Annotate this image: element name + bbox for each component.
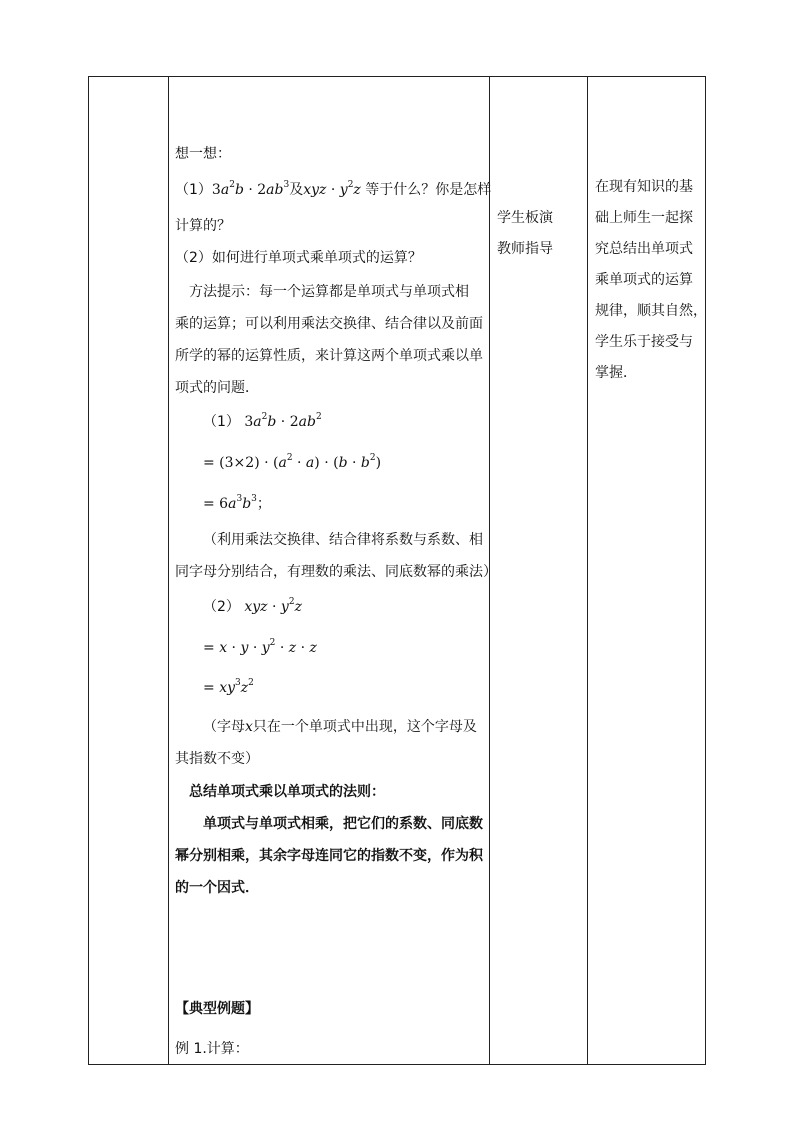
hint-line: 乘的运算；可以利用乘法交换律、结合律以及前面 — [175, 316, 483, 332]
solution-2-result: = $xy^3z^2$ — [203, 678, 254, 696]
rule-line: 的一个因式． — [175, 880, 259, 896]
activity-line: 教师指导 — [497, 241, 553, 257]
note-1-line: （利用乘法交换律、结合律将系数与系数、相 — [203, 532, 483, 548]
activity-column — [497, 77, 585, 1064]
note-2-line: 其指数不变） — [175, 751, 259, 767]
content-column — [175, 77, 497, 1064]
note-1-line: 同字母分别结合，有理数的乘法、同底数幂的乘法） — [175, 564, 497, 580]
example-section-title: 【典型例题】 — [175, 1001, 259, 1017]
intent-column — [595, 77, 707, 1064]
lesson-table — [88, 76, 706, 1065]
solution-2-expression: （2） xyz · $y^2z$ — [203, 597, 302, 615]
intent-line: 掌握． — [595, 365, 637, 381]
think-title: 想一想： — [175, 146, 231, 162]
hint-line: 所学的幂的运算性质，来计算这两个单项式乘以单 — [175, 348, 483, 364]
solution-1-result: = $6a^3b^3$； — [203, 494, 271, 512]
note-2-line: （字母x只在一个单项式中出现，这个字母及 — [203, 719, 477, 735]
intent-line: 学生乐于接受与 — [595, 334, 693, 350]
rule-title: 总结单项式乘以单项式的法则： — [189, 784, 385, 800]
intent-line: 究总结出单项式 — [595, 241, 693, 257]
question-2: （2）如何进行单项式乘单项式的运算？ — [175, 250, 422, 266]
solution-2-step: = $x \cdot y \cdot y^2 \cdot z \cdot z$ — [203, 638, 317, 656]
hint-line: 项式的问题． — [175, 380, 259, 396]
solution-1-step: = $(3\times 2) \cdot (a^2 \cdot a) \cdot (b \cdot b^2)$ — [203, 453, 382, 471]
rule-line: 幂分别相乘，其余字母连同它的指数不变，作为积 — [175, 848, 483, 864]
column-divider — [587, 77, 588, 1064]
rule-line: 单项式与单项式相乘，把它们的系数、同底数 — [203, 816, 483, 832]
intent-line: 乘单项式的运算 — [595, 272, 693, 288]
question-1: $(1)3a^2b \cdot 2ab^3$及xyz · $y^2z$ 等于什么？你是怎样 — [175, 180, 492, 198]
intent-line: 在现有知识的基 — [595, 179, 693, 195]
activity-line: 学生板演 — [497, 210, 553, 226]
intent-line: 础上师生一起探 — [595, 210, 693, 226]
column-divider — [168, 77, 169, 1064]
example-1: 例 1.计算： — [175, 1041, 249, 1057]
stage-column — [89, 77, 168, 1064]
intent-line: 规律，顺其自然， — [595, 303, 707, 319]
question-1-line-2: 计算的？ — [175, 218, 231, 234]
solution-1-expression: （1） $3a^2b \cdot 2ab^2$ — [203, 412, 322, 430]
hint-line: 方法提示：每一个运算都是单项式与单项式相 — [189, 284, 469, 300]
